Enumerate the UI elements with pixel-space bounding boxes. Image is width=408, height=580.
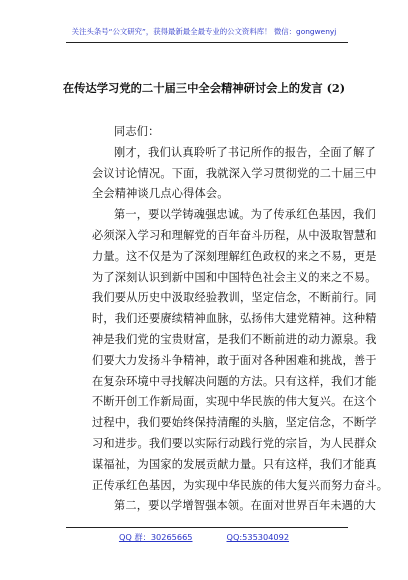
paragraph-line: 不断开创工作新局面，实现中华民族的伟大复兴。在这个: [92, 395, 377, 409]
salutation-line: 同志们：: [114, 125, 160, 138]
paragraph-line: 神是我们党的宝贵财富，是我们不断前进的动力源泉。我: [92, 332, 377, 346]
paragraph-line: 正传承红色基因，为实现中华民族的伟大复兴而努力奋斗。: [92, 478, 389, 492]
paragraph-line: 在复杂环境中寻找解决问题的方法。只有这样，我们才能: [92, 374, 377, 388]
footer-contact: [0, 532, 408, 543]
paragraph-line: 我们要从历史中汲取经验教训，坚定信念，不断前行。同: [92, 291, 377, 305]
paragraph-line: 时，我们还要赓续精神血脉，弘扬伟大建党精神。这种精: [92, 312, 377, 326]
paragraph-line: 刚才，我们认真聆听了书记所作的报告，全面了解了: [114, 145, 376, 159]
document-title: 在传达学习党的二十届三中全会精神研讨会上的发言 (2): [62, 81, 346, 95]
footer-divider: [66, 527, 348, 528]
paragraph-line: 习和进步。我们要以实际行动践行党的宗旨，为人民群众: [92, 436, 377, 450]
paragraph-line: 们要大力发扬斗争精神，敢于面对各种困难和挑战，善于: [92, 353, 377, 367]
paragraph-line: 谋福祉，为国家的发展贡献力量。只有这样，我们才能真: [92, 457, 377, 471]
paragraph-line: 为了深刻认识到新中国和中国特色社会主义的来之不易。: [92, 270, 377, 284]
paragraph-line: 会议讨论情况。下面，我就深入学习贯彻党的二十届三中: [92, 166, 377, 180]
paragraph-line: 必须深入学习和理解党的百年奋斗历程，从中汲取智慧和: [92, 228, 377, 242]
header-divider: [66, 42, 348, 43]
document-body: [92, 122, 389, 517]
paragraph-line: 第一，要以学铸魂强忠诚。为了传承红色基因，我们: [114, 208, 376, 222]
qq-contact-link[interactable]: QQ:535304092: [226, 532, 290, 542]
header-notice: 关注头条号“公文研究”，获得最新最全最专业的公文资料库！ 微信：gongwenyj: [71, 27, 337, 36]
paragraph-line: 力量。这不仅是为了深刻理解红色政权的来之不易，更是: [92, 249, 377, 263]
paragraph-line: 全会精神谈几点心得体会。: [92, 187, 229, 201]
paragraph-line: 第二，要以学增智强本领。在面对世界百年未遇的大: [114, 499, 376, 513]
paragraph-line: 过程中，我们要始终保持清醒的头脑，坚定信念，不断学: [92, 416, 377, 430]
qq-group-link[interactable]: QQ 群：30265665: [118, 532, 193, 542]
